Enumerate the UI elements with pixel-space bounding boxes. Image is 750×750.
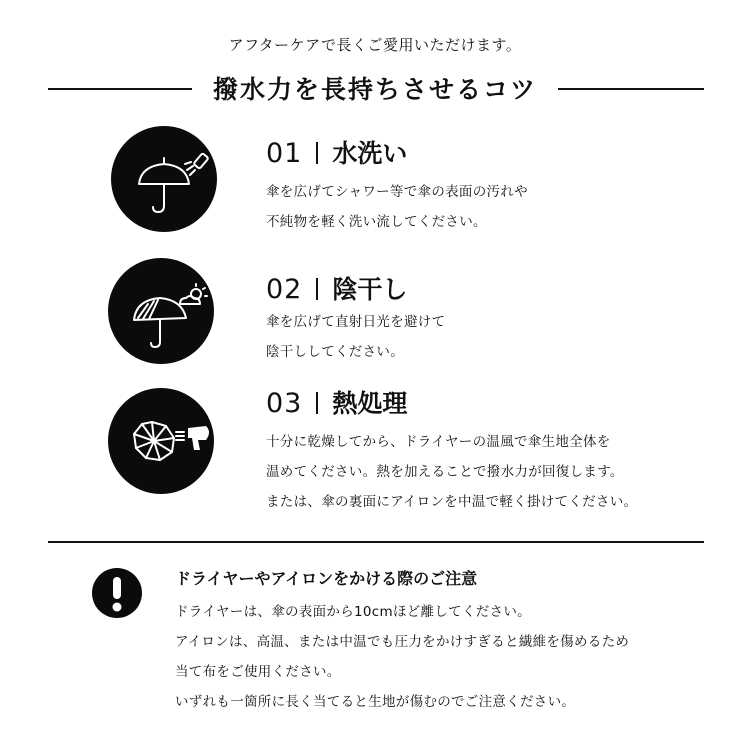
umbrella-sun-icon <box>108 258 214 364</box>
step-text: 傘を広げて直射日光を避けて <box>266 314 446 330</box>
exclamation-icon <box>92 568 142 618</box>
step-heading-01 <box>266 138 407 170</box>
caution-text: 当て布をご使用ください。 <box>175 664 341 680</box>
caution-title: ドライヤーやアイロンをかける際のご注意 <box>175 569 478 588</box>
umbrella-dryer-icon <box>108 388 214 494</box>
step-heading-02 <box>266 274 407 306</box>
page-title: 撥水力を長持ちさせるコツ <box>212 75 537 104</box>
step-number: 01 <box>266 138 303 169</box>
step-text: 陰干ししてください。 <box>266 344 404 360</box>
step-text: 不純物を軽く洗い流してください。 <box>266 214 487 230</box>
step-name: 熱処理 <box>332 389 408 418</box>
step-text: 温めてください。熱を加えることで撥水力が回復します。 <box>266 464 624 480</box>
step-text: または、傘の裏面にアイロンを中温で軽く掛けてください。 <box>266 494 638 510</box>
intro-text: アフターケアで長くご愛用いただけます。 <box>228 36 522 54</box>
section-divider <box>48 541 704 543</box>
caution-text: アイロンは、高温、または中温でも圧力をかけすぎると繊維を傷めるため <box>175 634 630 650</box>
step-text: 傘を広げてシャワー等で傘の表面の汚れや <box>266 184 528 200</box>
caution-text: ドライヤーは、傘の表面から10cmほど離してください。 <box>175 604 531 620</box>
umbrella-shower-icon <box>111 126 217 232</box>
step-number: 03 <box>266 388 303 419</box>
step-heading-03 <box>266 388 407 420</box>
step-name: 水洗い <box>332 139 408 168</box>
title-rule-right <box>558 88 704 90</box>
step-separator <box>316 278 318 300</box>
step-separator <box>316 392 318 414</box>
step-number: 02 <box>266 274 303 305</box>
step-separator <box>316 142 318 164</box>
caution-text: いずれも一箇所に長く当てると生地が傷むのでご注意ください。 <box>175 694 576 710</box>
step-text: 十分に乾燥してから、ドライヤーの温風で傘生地全体を <box>266 434 611 450</box>
step-name: 陰干し <box>332 275 408 304</box>
